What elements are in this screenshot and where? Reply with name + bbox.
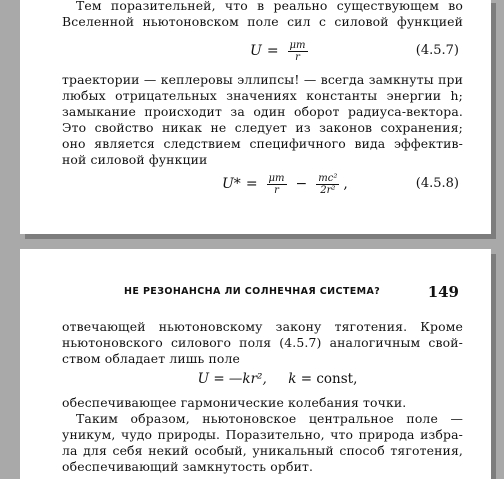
equation-rhs: —kr², bbox=[228, 371, 267, 387]
fraction-numerator: μm bbox=[289, 39, 306, 51]
text-line: Тем поразительней, что в реально существующем во bbox=[76, 0, 463, 13]
running-title: НЕ РЕЗОНАНСНА ЛИ СОЛНЕЧНАЯ СИСТЕМА? bbox=[124, 286, 381, 297]
text-line: отвечающей ньютоновскому закону тяготения. Кроме bbox=[62, 319, 463, 334]
equation-number: (4.5.7) bbox=[415, 43, 459, 58]
text-line: траектории — кеплеровы эллипсы! — всегда замкнуты при bbox=[62, 72, 463, 87]
upper-book-page bbox=[20, 0, 491, 234]
running-header bbox=[62, 285, 463, 303]
equation-lhs: U* bbox=[222, 176, 241, 192]
text-line: ла для себя некий особый, уникальный способ тяготения, bbox=[62, 443, 463, 458]
lower-book-page bbox=[20, 249, 491, 479]
equation-const: const, bbox=[316, 371, 358, 387]
fraction-numerator: μm bbox=[268, 172, 285, 184]
equation-number: (4.5.8) bbox=[415, 176, 459, 191]
text-line: Таким образом, ньютоновское центральное поле — bbox=[76, 411, 463, 426]
fraction bbox=[316, 173, 339, 196]
page-number: 149 bbox=[427, 283, 459, 301]
text-line: оно является следствием специфичного вида эффектив- bbox=[62, 136, 463, 151]
fraction-numerator: mc² bbox=[318, 172, 338, 184]
text-line: любых отрицательных значениях константы энергии h; bbox=[62, 88, 463, 103]
fraction-denominator: 2r² bbox=[320, 184, 336, 196]
text-line: Это свойство никак не следует из законов сохранения; bbox=[62, 120, 463, 135]
equation-harmonic-field: U = —kr², k = const, bbox=[197, 371, 358, 387]
equation-comma: , bbox=[343, 176, 348, 192]
text-line: обеспечивающий замкнутость орбит. bbox=[62, 459, 314, 474]
equation-4-5-8 bbox=[62, 167, 463, 201]
equals-sign: = bbox=[245, 176, 258, 192]
equation-k: k bbox=[288, 371, 297, 387]
equation-4-5-7 bbox=[62, 34, 463, 68]
fraction bbox=[288, 40, 308, 63]
fraction-denominator: r bbox=[274, 184, 279, 196]
text-line: ством обладает лишь поле bbox=[62, 351, 240, 366]
equals-sign: = bbox=[266, 43, 279, 59]
text-line: ной силовой функции bbox=[62, 152, 208, 167]
fraction bbox=[267, 173, 287, 196]
minus-sign: − bbox=[295, 176, 308, 192]
equation-lhs: U bbox=[250, 43, 262, 59]
text-line: замыкание происходит за один оборот радиуса-вектора. bbox=[62, 104, 463, 119]
fraction-denominator: r bbox=[295, 51, 300, 63]
text-line: ньютоновского силового поля (4.5.7) аналогичным свой- bbox=[62, 335, 463, 350]
text-line: уникум, чудо природы. Поразительно, что природа избра- bbox=[62, 427, 463, 442]
text-line: обеспечивающее гармонические колебания точки. bbox=[62, 395, 407, 410]
text-line: Вселенной ньютоновском поле сил с силовой функцией bbox=[62, 14, 463, 29]
equation-lhs: U bbox=[197, 371, 210, 387]
